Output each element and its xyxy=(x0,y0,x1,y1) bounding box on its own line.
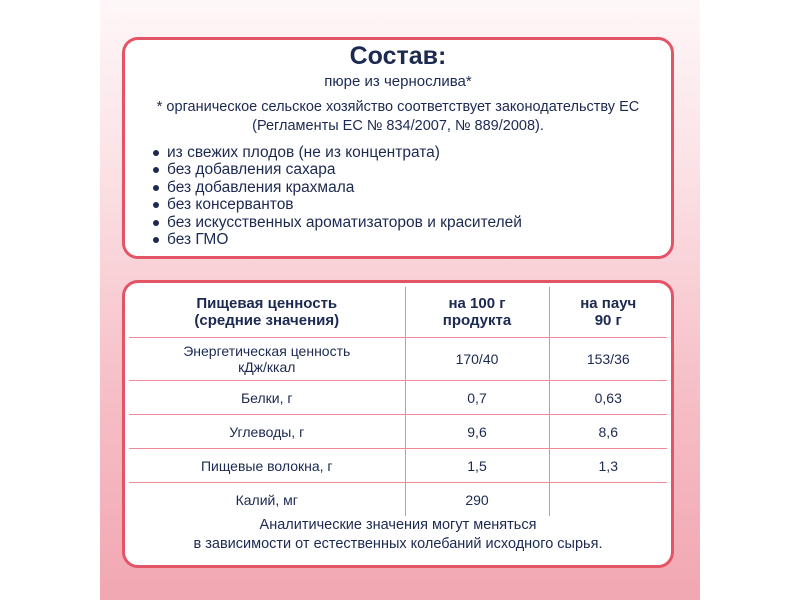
header-per-100g-line2: продукта xyxy=(442,312,512,329)
table-header-row xyxy=(129,287,667,338)
footnote-line1: Аналитические значения могут меняться xyxy=(259,517,537,533)
bullet-icon xyxy=(153,237,159,243)
header-per-pouch-line1: на пауч xyxy=(580,295,637,312)
organic-note xyxy=(125,98,671,136)
claim-text: без ГМО xyxy=(167,231,229,249)
header-per-100g xyxy=(405,287,549,338)
claim-item xyxy=(153,144,671,161)
ingredients-composition: пюре из чернослива* xyxy=(324,73,472,90)
analytical-footnote xyxy=(125,516,671,554)
ingredients-card xyxy=(122,37,674,259)
claim-item xyxy=(153,231,671,248)
value-per-100g: 1,5 xyxy=(405,449,549,483)
bullet-icon xyxy=(153,220,159,226)
value-per-100g: 9,6 xyxy=(405,415,549,449)
product-claims-list xyxy=(125,144,671,248)
header-nutrient xyxy=(129,287,405,338)
nutrition-card xyxy=(122,280,674,568)
header-nutrient-line1: Пищевая ценность xyxy=(196,295,338,312)
claim-text: из свежих плодов (не из концентрата) xyxy=(167,144,440,161)
organic-note-line2: (Регламенты ЕС № 834/2007, № 889/2008). xyxy=(252,118,544,134)
table-row xyxy=(129,338,667,381)
bullet-icon xyxy=(153,167,159,173)
value-per-pouch: 0,63 xyxy=(549,381,667,415)
value-per-pouch: 153/36 xyxy=(549,338,667,381)
product-info-panel xyxy=(100,0,700,600)
claim-text: без добавления крахмала xyxy=(167,178,355,196)
header-nutrient-line2: (средние значения) xyxy=(194,312,340,329)
value-per-100g: 0,7 xyxy=(405,381,549,415)
claim-item xyxy=(153,196,671,213)
bullet-icon xyxy=(153,202,159,208)
claim-item xyxy=(153,214,671,231)
organic-note-line1: * органическое сельское хозяйство соответствует законодательству ЕС xyxy=(156,99,640,115)
bullet-icon xyxy=(153,150,159,156)
nutrient-label: Белки, г xyxy=(129,381,405,415)
value-per-100g: 290 xyxy=(405,483,549,517)
header-per-pouch-line2: 90 г xyxy=(594,312,622,329)
header-per-100g-line1: на 100 г xyxy=(448,295,506,312)
nutrient-label: Углеводы, г xyxy=(129,415,405,449)
table-row xyxy=(129,483,667,517)
table-row xyxy=(129,449,667,483)
claim-text: без искусственных ароматизаторов и красителей xyxy=(167,213,522,231)
ingredients-title: Состав: xyxy=(349,42,447,70)
claim-item xyxy=(153,179,671,196)
nutrient-label-line1: Энергетическая ценность xyxy=(183,343,351,359)
claim-text: без консервантов xyxy=(167,196,294,214)
nutrition-table xyxy=(129,287,667,516)
bullet-icon xyxy=(153,185,159,191)
value-per-pouch: 8,6 xyxy=(549,415,667,449)
nutrient-label-line2: кДж/ккал xyxy=(238,359,296,375)
table-row xyxy=(129,415,667,449)
value-per-pouch xyxy=(549,483,667,517)
claim-text: без добавления сахара xyxy=(167,161,336,179)
header-per-pouch xyxy=(549,287,667,338)
nutrient-label: Калий, мг xyxy=(129,483,405,517)
value-per-100g: 170/40 xyxy=(405,338,549,381)
nutrient-label xyxy=(129,338,405,381)
claim-item xyxy=(153,161,671,178)
footnote-line2: в зависимости от естественных колебаний исходного сырья. xyxy=(193,536,603,552)
value-per-pouch: 1,3 xyxy=(549,449,667,483)
table-row xyxy=(129,381,667,415)
nutrient-label: Пищевые волокна, г xyxy=(129,449,405,483)
